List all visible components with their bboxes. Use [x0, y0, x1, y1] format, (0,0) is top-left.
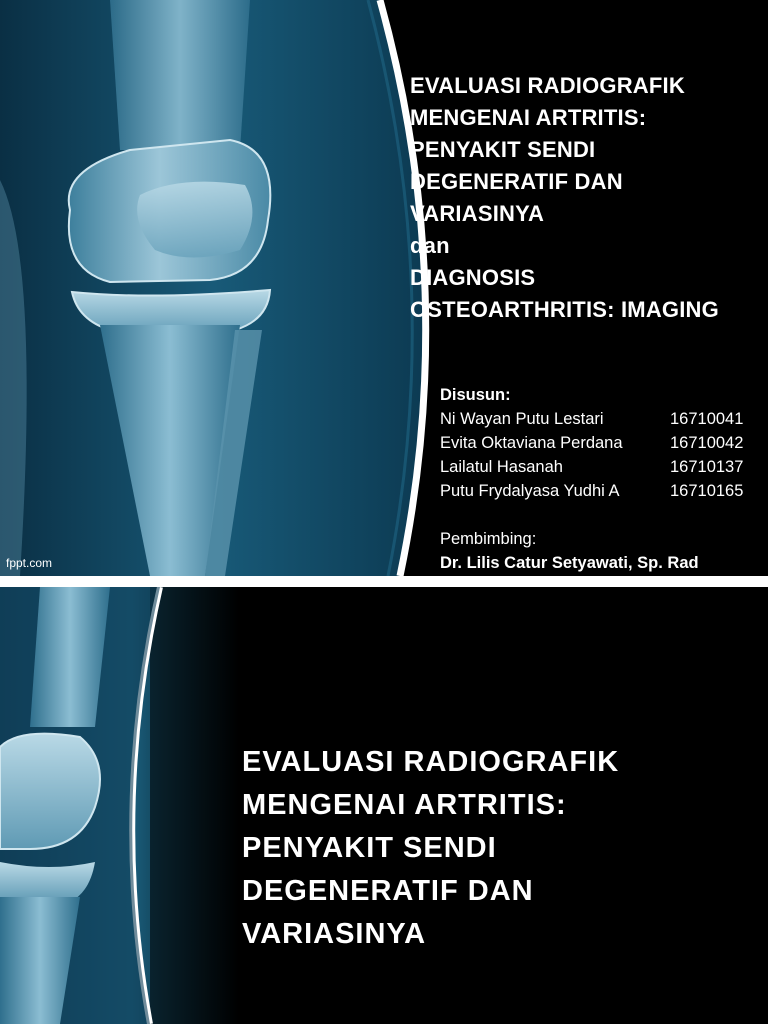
- title-line: MENGENAI ARTRITIS:: [242, 789, 567, 821]
- title-slide-2: [0, 587, 768, 1024]
- spacer: [440, 503, 768, 527]
- slide-2-title: [242, 741, 762, 956]
- title-line: EVALUASI RADIOGRAFIK: [242, 746, 620, 778]
- title-line: EVALUASI RADIOGRAFIK: [410, 73, 685, 98]
- watermark: fppt.com: [6, 556, 53, 570]
- member-nim: 16710042: [670, 434, 744, 452]
- member-name: Putu Frydalyasa Yudhi A: [440, 482, 620, 500]
- credits-block: [440, 383, 768, 575]
- member-row: [440, 479, 768, 503]
- advisor-label: Pembimbing:: [440, 530, 537, 548]
- member-name: Ni Wayan Putu Lestari: [440, 410, 604, 428]
- title-line: VARIASINYA: [410, 201, 545, 226]
- advisor-name: Dr. Lilis Catur Setyawati, Sp. Rad: [440, 554, 699, 572]
- slide-gap: [0, 576, 768, 587]
- title-line: MENGENAI ARTRITIS:: [410, 105, 647, 130]
- prepared-by-label: Disusun:: [440, 386, 511, 404]
- title-line: PENYAKIT SENDI: [410, 137, 596, 162]
- title-line: VARIASINYA: [242, 918, 427, 950]
- member-nim: 16710165: [670, 482, 744, 500]
- title-line: DEGENERATIF DAN: [242, 875, 534, 907]
- member-row: [440, 407, 768, 431]
- member-row: [440, 455, 768, 479]
- member-name: Lailatul Hasanah: [440, 458, 563, 476]
- member-nim: 16710137: [670, 458, 744, 476]
- title-line: DEGENERATIF DAN: [410, 169, 623, 194]
- member-row: [440, 431, 768, 455]
- title-line: DIAGNOSIS: [410, 265, 536, 290]
- slide-1-title: [410, 70, 768, 326]
- title-line: dan: [410, 233, 450, 258]
- title-line: OSTEOARTHRITIS: IMAGING: [410, 297, 719, 322]
- member-name: Evita Oktaviana Perdana: [440, 434, 623, 452]
- member-nim: 16710041: [670, 410, 744, 428]
- title-line: PENYAKIT SENDI: [242, 832, 497, 864]
